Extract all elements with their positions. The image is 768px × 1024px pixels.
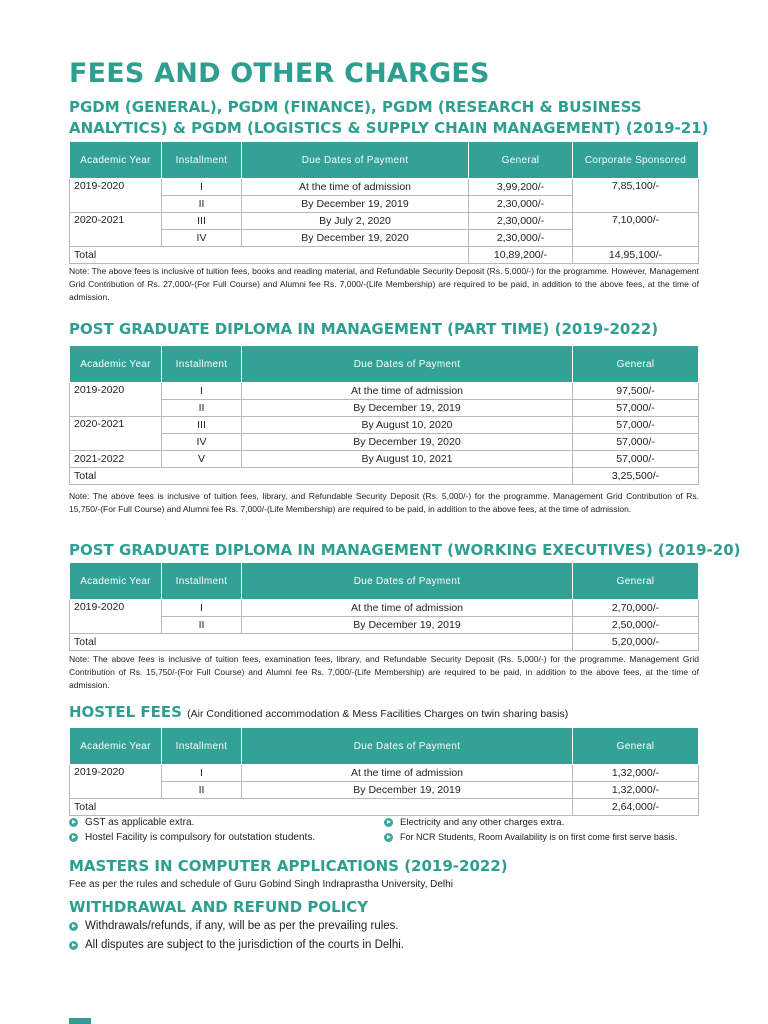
- due-date-cell: By December 19, 2020: [242, 434, 573, 451]
- general-fee-cell: 57,000/-: [573, 417, 699, 434]
- year-cell: 2019-2020: [70, 383, 162, 417]
- hostel-bullets-left: [69, 815, 315, 845]
- general-fee-cell: 57,000/-: [573, 451, 699, 468]
- working-fee-table: [69, 562, 699, 651]
- due-date-cell: At the time of admission: [242, 600, 573, 617]
- total-row: [70, 468, 699, 485]
- col-header: General: [469, 142, 573, 179]
- col-header: General: [573, 346, 699, 383]
- general-fee-cell: 2,30,000/-: [469, 213, 573, 230]
- col-header: Academic Year: [70, 728, 162, 765]
- table-row: [70, 383, 699, 400]
- play-circle-icon: [69, 941, 78, 950]
- play-circle-icon: [384, 818, 393, 827]
- col-header: Installment: [162, 346, 242, 383]
- total-row: [70, 799, 699, 816]
- total-label: Total: [70, 468, 573, 485]
- general-fee-cell: 97,500/-: [573, 383, 699, 400]
- installment-cell: I: [162, 600, 242, 617]
- hostel-subtitle: (Air Conditioned accommodation & Mess Facilities Charges on twin sharing basis): [187, 708, 569, 720]
- installment-cell: II: [162, 400, 242, 417]
- due-date-cell: By December 19, 2019: [242, 617, 573, 634]
- col-header: Academic Year: [70, 142, 162, 179]
- table-row: [70, 451, 699, 468]
- corporate-fee-cell: 7,10,000/-: [573, 213, 699, 247]
- mca-title: MASTERS IN COMPUTER APPLICATIONS (2019-2022): [69, 857, 508, 875]
- table-row: [70, 765, 699, 782]
- list-item: All disputes are subject to the jurisdiction of the courts in Delhi.: [69, 936, 404, 955]
- col-header: Academic Year: [70, 563, 162, 600]
- table-row: [70, 400, 699, 417]
- due-date-cell: By December 19, 2020: [242, 230, 469, 247]
- total-label: Total: [70, 247, 469, 264]
- year-cell: 2020-2021: [70, 417, 162, 451]
- general-fee-cell: 57,000/-: [573, 434, 699, 451]
- col-header: General: [573, 728, 699, 765]
- col-header: Installment: [162, 728, 242, 765]
- installment-cell: III: [162, 213, 242, 230]
- general-fee-cell: 1,32,000/-: [573, 782, 699, 799]
- total-row: [70, 247, 699, 264]
- due-date-cell: At the time of admission: [242, 179, 469, 196]
- total-label: Total: [70, 799, 573, 816]
- play-circle-icon: [69, 922, 78, 931]
- due-date-cell: By August 10, 2021: [242, 451, 573, 468]
- general-fee-cell: 2,50,000/-: [573, 617, 699, 634]
- list-item: Withdrawals/refunds, if any, will be as per the prevailing rules.: [69, 917, 404, 936]
- installment-cell: II: [162, 782, 242, 799]
- pgdm-title-line1: PGDM (GENERAL), PGDM (FINANCE), PGDM (RESEARCH & BUSINESS: [69, 98, 642, 116]
- total-general: 2,64,000/-: [573, 799, 699, 816]
- total-corporate: 14,95,100/-: [573, 247, 699, 264]
- col-header: Installment: [162, 563, 242, 600]
- col-header: Installment: [162, 142, 242, 179]
- installment-cell: III: [162, 417, 242, 434]
- due-date-cell: By December 19, 2019: [242, 782, 573, 799]
- table-row: [70, 617, 699, 634]
- total-label: Total: [70, 634, 573, 651]
- installment-cell: II: [162, 617, 242, 634]
- parttime-title: POST GRADUATE DIPLOMA IN MANAGEMENT (PART TIME) (2019-2022): [69, 320, 659, 338]
- play-circle-icon: [69, 833, 78, 842]
- table-row: [70, 417, 699, 434]
- general-fee-cell: 57,000/-: [573, 400, 699, 417]
- year-cell: 2019-2020: [70, 179, 162, 213]
- table-header-row: [70, 563, 699, 600]
- hostel-title: [69, 701, 568, 725]
- col-header: Academic Year: [70, 346, 162, 383]
- corporate-fee-cell: 7,85,100/-: [573, 179, 699, 213]
- general-fee-cell: 1,32,000/-: [573, 765, 699, 782]
- total-general: 3,25,500/-: [573, 468, 699, 485]
- general-fee-cell: 2,30,000/-: [469, 196, 573, 213]
- hostel-fee-table: [69, 727, 699, 816]
- col-header: Due Dates of Payment: [242, 728, 573, 765]
- year-cell: 2021-2022: [70, 451, 162, 468]
- parttime-fee-table: [69, 345, 699, 485]
- general-fee-cell: 2,30,000/-: [469, 230, 573, 247]
- due-date-cell: At the time of admission: [242, 765, 573, 782]
- table-row: [70, 434, 699, 451]
- pgdm-fee-table: [69, 141, 699, 264]
- installment-cell: II: [162, 196, 242, 213]
- col-header: Due Dates of Payment: [242, 142, 469, 179]
- due-date-cell: By December 19, 2019: [242, 196, 469, 213]
- total-row: [70, 634, 699, 651]
- table-header-row: [70, 142, 699, 179]
- due-date-cell: By July 2, 2020: [242, 213, 469, 230]
- installment-cell: IV: [162, 434, 242, 451]
- table-row: [70, 782, 699, 799]
- installment-cell: IV: [162, 230, 242, 247]
- working-note: Note: The above fees is inclusive of tuition fees, examination fees, library, and Refundable Security Deposit (Rs. 5,000/-) for the programme. Management Grid Contribution of Rs. 15,750/-(For Full Course) and Alumni fee Rs. 7,000/-(Life Membership) are required to be paid, in addition to the above fees, at the time of admission.: [69, 654, 699, 690]
- page-title: FEES AND OTHER CHARGES: [69, 58, 490, 89]
- installment-cell: I: [162, 383, 242, 400]
- due-date-cell: By December 19, 2019: [242, 400, 573, 417]
- table-row: [70, 179, 699, 196]
- col-header: General: [573, 563, 699, 600]
- general-fee-cell: 3,99,200/-: [469, 179, 573, 196]
- pgdm-title-line2: ANALYTICS) & PGDM (LOGISTICS & SUPPLY CHAIN MANAGEMENT) (2019-21): [69, 119, 709, 137]
- list-item: GST as applicable extra.: [69, 815, 315, 830]
- footer-accent-bar: [69, 1018, 91, 1024]
- total-general: 5,20,000/-: [573, 634, 699, 651]
- general-fee-cell: 2,70,000/-: [573, 600, 699, 617]
- year-cell: 2019-2020: [70, 765, 162, 799]
- table-row: [70, 600, 699, 617]
- table-row: [70, 213, 699, 230]
- hostel-title-text: HOSTEL FEES: [69, 703, 182, 721]
- installment-cell: I: [162, 179, 242, 196]
- parttime-note: Note: The above fees is inclusive of tuition fees, library, and Refundable Security Deposit (Rs. 5,000/-) for the programme. Management Grid Contribution of Rs. 15,750/-(For Full Course) and Alumni fee Rs. 7,000/-(Life Membership) are required to be paid, in addition to the above fees, at the time of admission.: [69, 491, 699, 514]
- mca-text: Fee as per the rules and schedule of Guru Gobind Singh Indraprastha University, Delhi: [69, 879, 453, 890]
- col-header: Due Dates of Payment: [242, 563, 573, 600]
- due-date-cell: By August 10, 2020: [242, 417, 573, 434]
- list-item: For NCR Students, Room Availability is on first come first serve basis.: [384, 830, 677, 845]
- refund-bullets: [69, 917, 404, 955]
- installment-cell: I: [162, 765, 242, 782]
- due-date-cell: At the time of admission: [242, 383, 573, 400]
- total-general: 10,89,200/-: [469, 247, 573, 264]
- col-header: Due Dates of Payment: [242, 346, 573, 383]
- col-header: Corporate Sponsored: [573, 142, 699, 179]
- play-circle-icon: [69, 818, 78, 827]
- hostel-bullets-right: [384, 815, 677, 845]
- year-cell: 2019-2020: [70, 600, 162, 634]
- installment-cell: V: [162, 451, 242, 468]
- pgdm-note: Note: The above fees is inclusive of tuition fees, books and reading material, and Refundable Security Deposit (Rs. 5,000/-) for the programme. However, Management Grid Contribution of Rs. 27,000/-(For Full Course) and Alumni fee Rs. 7,000/-(Life Membership) are required to be paid, in addition to the above fees, at the time of admission.: [69, 266, 699, 302]
- table-header-row: [70, 728, 699, 765]
- table-header-row: [70, 346, 699, 383]
- play-circle-icon: [384, 833, 393, 842]
- refund-title: WITHDRAWAL AND REFUND POLICY: [69, 898, 369, 916]
- working-title: POST GRADUATE DIPLOMA IN MANAGEMENT (WORKING EXECUTIVES) (2019-20): [69, 541, 741, 559]
- list-item: Electricity and any other charges extra.: [384, 815, 677, 830]
- list-item: Hostel Facility is compulsory for outstation students.: [69, 830, 315, 845]
- year-cell: 2020-2021: [70, 213, 162, 247]
